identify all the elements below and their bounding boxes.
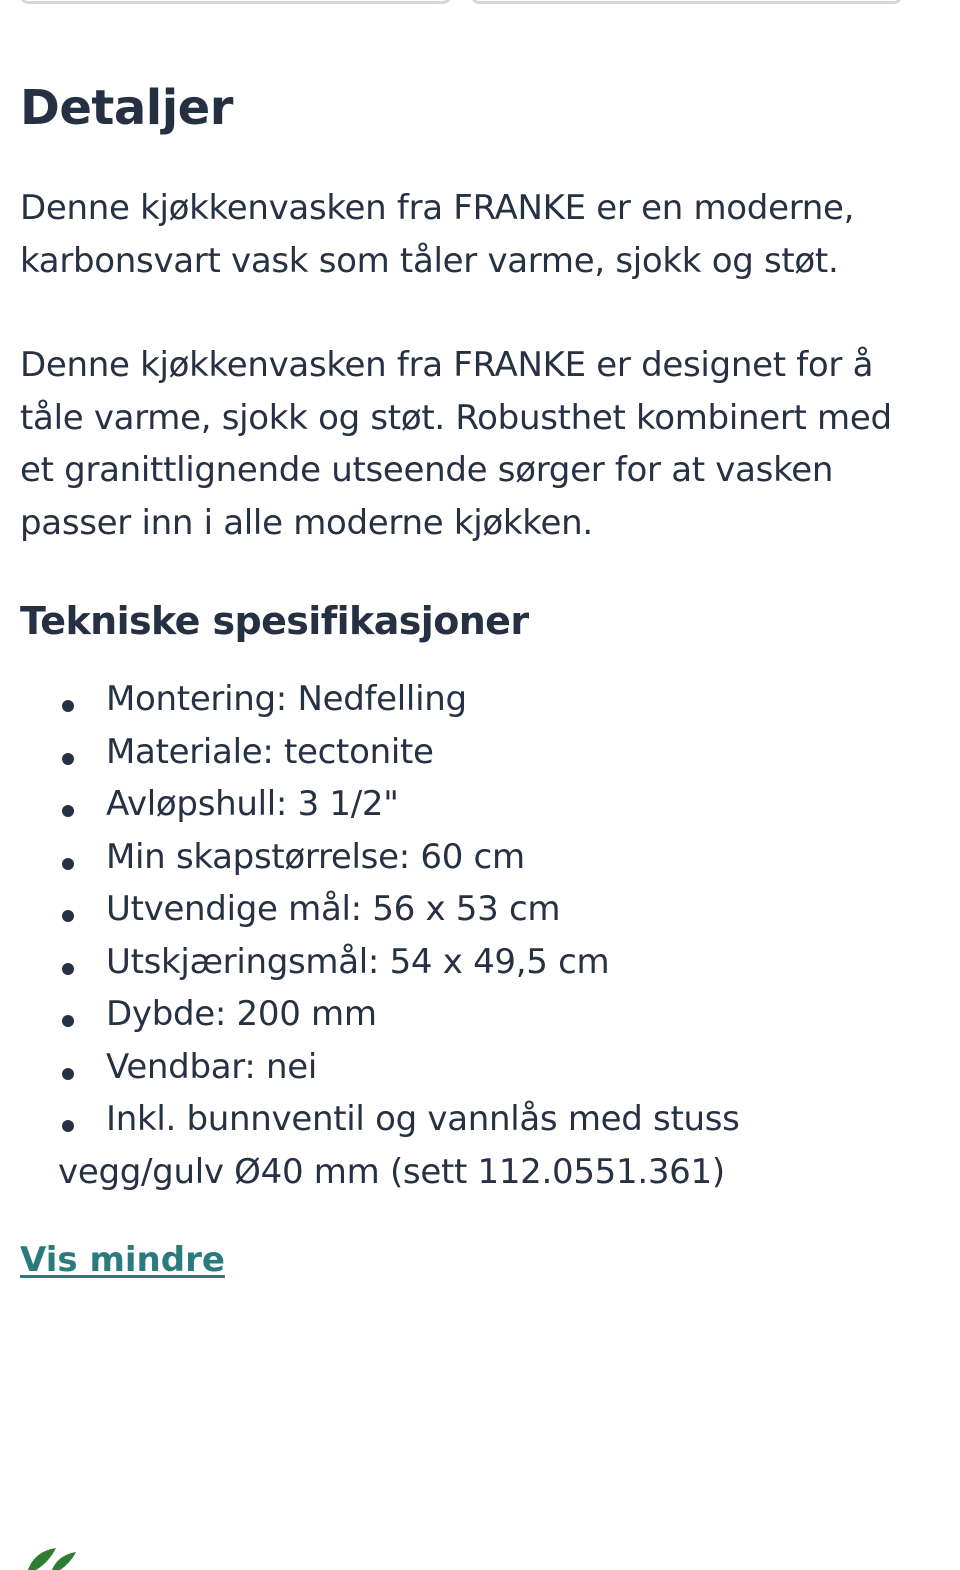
- spec-item-text: Min skapstørrelse: 60 cm: [106, 836, 525, 877]
- top-button-row: [20, 0, 902, 4]
- specs-list: [20, 673, 900, 1198]
- details-paragraph-1: Denne kjøkkenvasken fra FRANKE er en moderne, karbonsvart vask som tåler varme, sjokk og støt.: [20, 188, 855, 281]
- spec-item-text: Dybde: 200 mm: [106, 994, 377, 1034]
- spec-item-text: Materiale: tectonite: [106, 731, 434, 772]
- spec-item: [58, 831, 900, 884]
- spec-item: [58, 936, 900, 989]
- spec-item-text: Inkl. bunnventil og vannlås med stuss vegg/gulv Ø40 mm (sett 112.0551.361): [58, 1099, 740, 1192]
- spec-item: [58, 673, 900, 726]
- spec-item: [58, 778, 900, 831]
- spec-item-text: Utskjæringsmål: 54 x 49,5 cm: [106, 941, 610, 982]
- top-right-button[interactable]: [471, 0, 902, 4]
- spec-item: [58, 883, 900, 936]
- show-less-link[interactable]: Vis mindre: [20, 1240, 225, 1280]
- specs-title: Tekniske spesifikasjoner: [20, 599, 529, 643]
- top-left-button[interactable]: [20, 0, 451, 4]
- details-title: Detaljer: [20, 80, 233, 136]
- spec-item-text: Utvendige mål: 56 x 53 cm: [106, 889, 561, 929]
- spec-item: [58, 726, 900, 779]
- spec-item: [58, 988, 900, 1041]
- spec-item-text: Montering: Nedfelling: [106, 679, 467, 719]
- spec-item: [58, 1041, 900, 1094]
- spec-item-text: Avløpshull: 3 1/2": [106, 784, 399, 824]
- leaf-icon: [22, 1540, 78, 1570]
- details-paragraph-2: Denne kjøkkenvasken fra FRANKE er designet for å tåle varme, sjokk og støt. Robusthet kombinert med et granittlignende utseende sørger for at vasken passer inn i alle moderne kjøkken.: [20, 345, 892, 543]
- details-section: [20, 72, 900, 1286]
- spec-item: [58, 1093, 900, 1198]
- spec-item-text: Vendbar: nei: [106, 1046, 318, 1087]
